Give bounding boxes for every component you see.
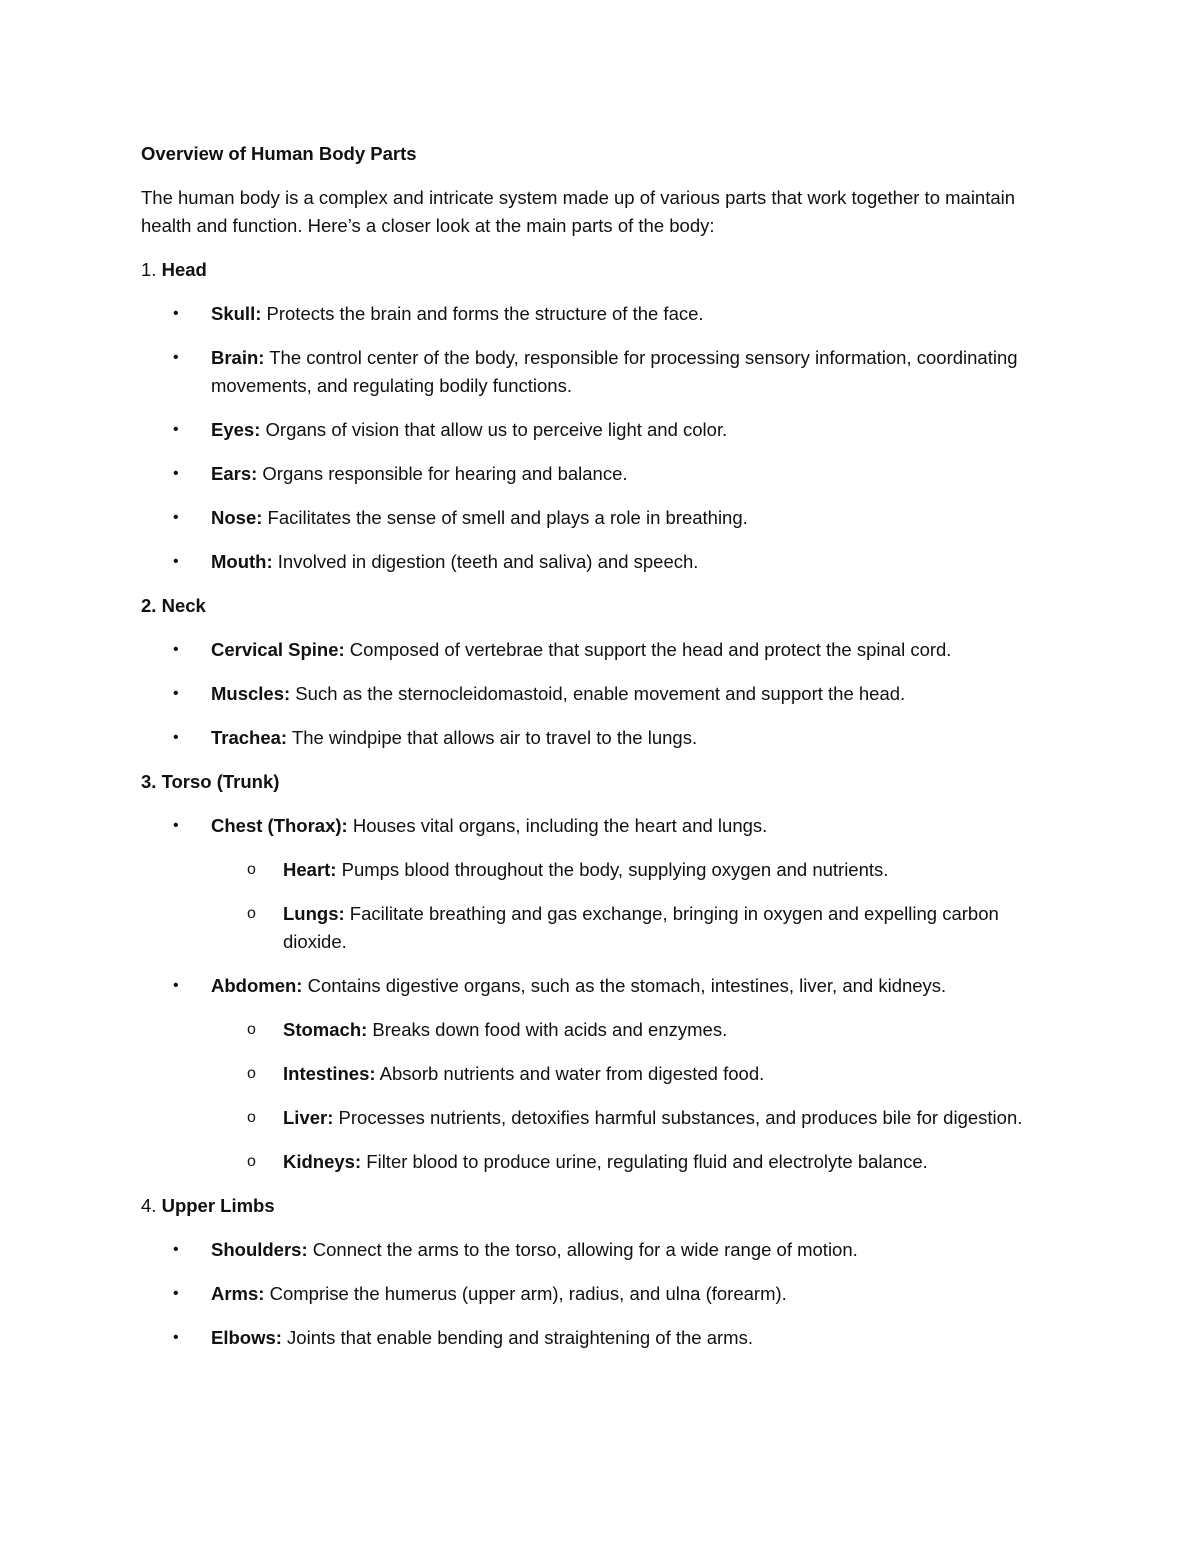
section-name: Head	[161, 259, 207, 280]
item-text: The control center of the body, responsible for processing sensory information, coordinating movements, and regulating bodily functions.	[211, 347, 1018, 396]
section-number: 4.	[141, 1195, 157, 1216]
item-term: Elbows:	[211, 1327, 282, 1348]
item-text: Protects the brain and forms the structure of the face.	[261, 303, 704, 324]
list-item-muscles	[141, 680, 1041, 708]
bullet-icon: •	[173, 509, 179, 526]
section-number: 1.	[141, 259, 157, 280]
bullet-icon: •	[173, 465, 179, 482]
list-item-nose	[141, 504, 1041, 532]
item-term: Brain:	[211, 347, 265, 368]
item-text: Organs responsible for hearing and balance.	[257, 463, 628, 484]
item-term: Muscles:	[211, 683, 291, 704]
list-item-ears	[141, 460, 1041, 488]
item-term: Arms:	[211, 1283, 265, 1304]
bullet-icon: •	[173, 1285, 179, 1302]
item-term: Cervical Spine:	[211, 639, 345, 660]
item-term: Shoulders:	[211, 1239, 308, 1260]
subitem-term: Intestines:	[283, 1063, 376, 1084]
bullet-icon: •	[173, 1241, 179, 1258]
item-text: Contains digestive organs, such as the stomach, intestines, liver, and kidneys.	[302, 975, 947, 996]
bullet-icon: •	[173, 685, 179, 702]
bullet-icon: •	[173, 553, 179, 570]
sub-bullet-icon: o	[247, 1065, 256, 1082]
item-text: Facilitates the sense of smell and plays a role in breathing.	[262, 507, 748, 528]
section-list-torso	[141, 812, 1041, 1176]
bullet-icon: •	[173, 305, 179, 322]
list-item-brain	[141, 344, 1041, 400]
bullet-icon: •	[173, 977, 179, 994]
sub-bullet-icon: o	[247, 861, 256, 878]
sublist-item-stomach	[211, 1016, 1041, 1044]
item-text: Such as the sternocleidomastoid, enable movement and support the head.	[290, 683, 906, 704]
item-term: Trachea:	[211, 727, 288, 748]
list-item-shoulders	[141, 1236, 1041, 1264]
sublist-item-intestines	[211, 1060, 1041, 1088]
section-heading-upper-limbs	[141, 1192, 1041, 1220]
section-number: 3.	[141, 771, 157, 792]
item-text: Connect the arms to the torso, allowing for a wide range of motion.	[307, 1239, 858, 1260]
sublist-item-heart	[211, 856, 1041, 884]
subitem-term: Stomach:	[283, 1019, 368, 1040]
sub-bullet-icon: o	[247, 905, 256, 922]
sublist-chest	[211, 856, 1041, 956]
intro-paragraph: The human body is a complex and intricate system made up of various parts that work together to maintain health and function. Here’s a closer look at the main parts of the body:	[141, 187, 1016, 236]
sub-bullet-icon: o	[247, 1109, 256, 1126]
section-heading-torso	[141, 768, 1041, 796]
section-heading-neck	[141, 592, 1041, 620]
item-term: Chest (Thorax):	[211, 815, 348, 836]
section-heading-head	[141, 256, 1041, 284]
list-item-trachea	[141, 724, 1041, 752]
section-name: Torso (Trunk)	[161, 771, 280, 792]
section-name: Neck	[161, 595, 206, 616]
sublist-item-kidneys	[211, 1148, 1041, 1176]
item-term: Nose:	[211, 507, 263, 528]
item-text: Houses vital organs, including the heart and lungs.	[347, 815, 768, 836]
subitem-term: Heart:	[283, 859, 337, 880]
bullet-icon: •	[173, 641, 179, 658]
subitem-text: Processes nutrients, detoxifies harmful substances, and produces bile for digestion.	[333, 1107, 1023, 1128]
sub-bullet-icon: o	[247, 1021, 256, 1038]
subitem-text: Filter blood to produce urine, regulating fluid and electrolyte balance.	[361, 1151, 928, 1172]
document-title: Overview of Human Body Parts	[141, 143, 417, 164]
section-list-neck	[141, 636, 1041, 752]
section-name: Upper Limbs	[161, 1195, 275, 1216]
item-text: Involved in digestion (teeth and saliva) and speech.	[272, 551, 699, 572]
item-text: Joints that enable bending and straightening of the arms.	[281, 1327, 753, 1348]
list-item-arms	[141, 1280, 1041, 1308]
subitem-text: Absorb nutrients and water from digested food.	[375, 1063, 765, 1084]
item-term: Eyes:	[211, 419, 261, 440]
list-item-chest	[141, 812, 1041, 956]
item-text: The windpipe that allows air to travel to the lungs.	[287, 727, 698, 748]
sub-bullet-icon: o	[247, 1153, 256, 1170]
document-page	[141, 140, 1041, 1368]
subitem-text: Facilitate breathing and gas exchange, bringing in oxygen and expelling carbon dioxide.	[283, 903, 999, 952]
list-item-eyes	[141, 416, 1041, 444]
subitem-text: Breaks down food with acids and enzymes.	[367, 1019, 728, 1040]
list-item-cervical-spine	[141, 636, 1041, 664]
list-item-elbows	[141, 1324, 1041, 1352]
section-list-head	[141, 300, 1041, 576]
sublist-abdomen	[211, 1016, 1041, 1176]
subitem-term: Lungs:	[283, 903, 345, 924]
sublist-item-lungs	[211, 900, 1041, 956]
bullet-icon: •	[173, 729, 179, 746]
bullet-icon: •	[173, 349, 179, 366]
sublist-item-liver	[211, 1104, 1041, 1132]
item-term: Ears:	[211, 463, 258, 484]
list-item-mouth	[141, 548, 1041, 576]
item-text: Comprise the humerus (upper arm), radius, and ulna (forearm).	[264, 1283, 787, 1304]
section-number: 2.	[141, 595, 157, 616]
section-list-upper-limbs	[141, 1236, 1041, 1352]
bullet-icon: •	[173, 1329, 179, 1346]
subitem-term: Liver:	[283, 1107, 334, 1128]
subitem-text: Pumps blood throughout the body, supplying oxygen and nutrients.	[336, 859, 889, 880]
subitem-term: Kidneys:	[283, 1151, 362, 1172]
item-term: Skull:	[211, 303, 262, 324]
bullet-icon: •	[173, 421, 179, 438]
item-text: Composed of vertebrae that support the head and protect the spinal cord.	[344, 639, 952, 660]
item-term: Mouth:	[211, 551, 273, 572]
item-term: Abdomen:	[211, 975, 303, 996]
list-item-abdomen	[141, 972, 1041, 1176]
bullet-icon: •	[173, 817, 179, 834]
list-item-skull	[141, 300, 1041, 328]
item-text: Organs of vision that allow us to perceive light and color.	[260, 419, 728, 440]
